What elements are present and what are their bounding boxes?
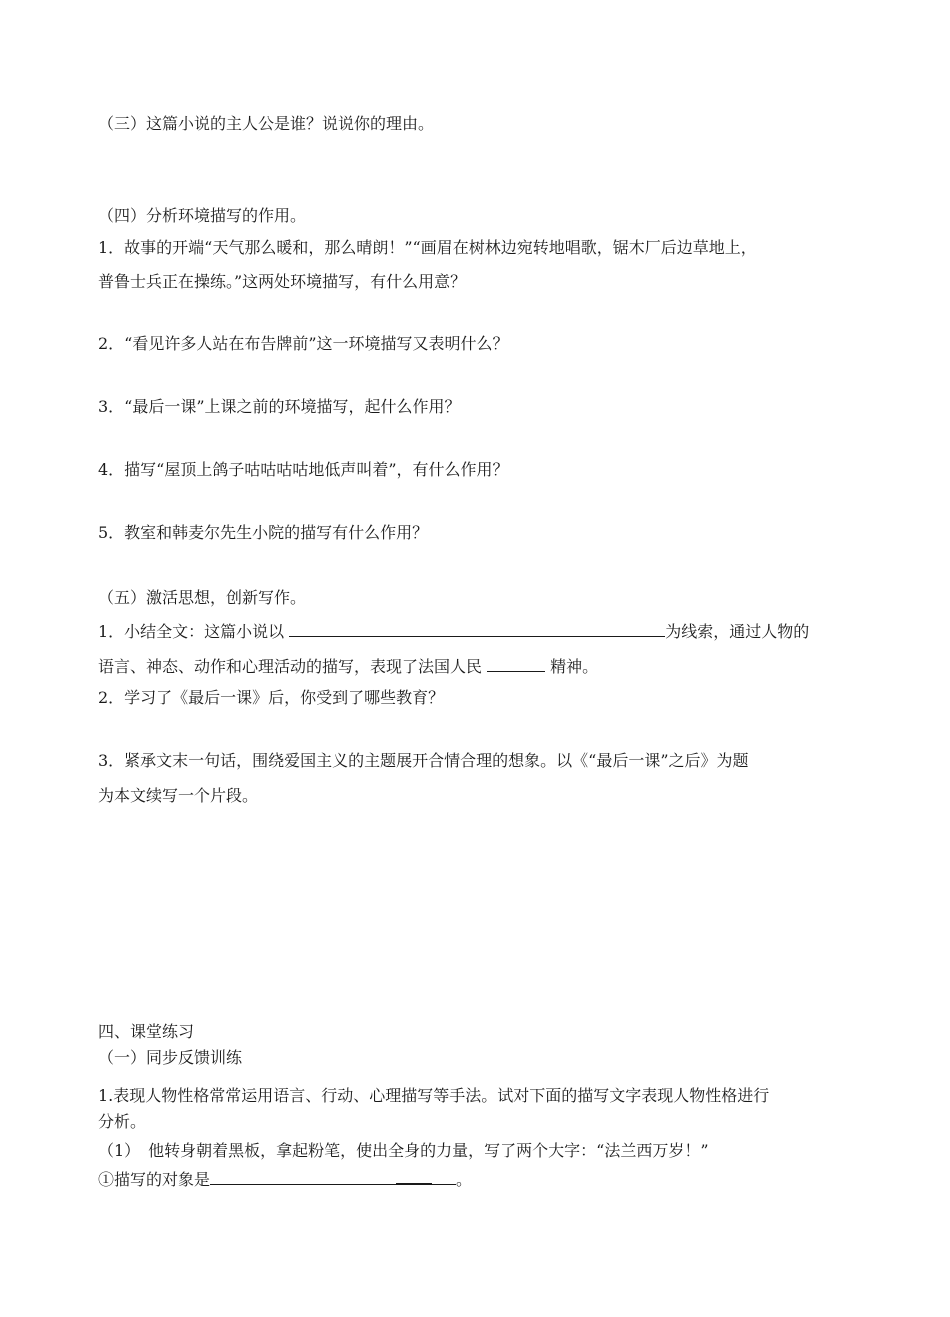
s5-question-1-line-2	[98, 655, 598, 677]
s4-question-3: 3．“最后一课”上课之前的环境描写，起什么作用？	[98, 397, 461, 416]
fill-blank-subject[interactable]	[210, 1168, 396, 1185]
part-4-subtitle: （一）同步反馈训练	[98, 1048, 243, 1067]
fill-blank-subject-end	[432, 1168, 456, 1185]
exercise-1-item-1-question	[98, 1167, 472, 1190]
section-3-title: （三）这篇小说的主人公是谁？说说你的理由。	[98, 114, 435, 133]
s4-question-4: 4．描写“屋顶上鸽子咕咕咕咕地低声叫着”，有什么作用？	[98, 460, 509, 479]
s5-q1-line2-after: 精神。	[545, 657, 599, 676]
s5-question-1-line-1	[98, 620, 809, 642]
s5-q1-text-before: 1．小结全文：这篇小说以	[98, 622, 290, 641]
s5-q1-line2-before: 语言、神态、动作和心理活动的描写，表现了法国人民	[98, 657, 488, 676]
s4-question-1-line-2: 普鲁士兵正在操练。”这两处环境描写，有什么用意？	[98, 272, 467, 291]
section-5-title: （五）激活思想，创新写作。	[98, 588, 307, 607]
exercise-1-line-1: 1.表现人物性格常常运用语言、行动、心理描写等手法。试对下面的描写文字表现人物性格进行	[98, 1086, 770, 1105]
s5-question-2: 2．学习了《最后一课》后，你受到了哪些教育？	[98, 688, 445, 707]
exercise-1-line-2: 分析。	[98, 1112, 147, 1131]
fill-blank-spirit[interactable]	[487, 655, 545, 672]
s4-question-2: 2．“看见许多人站在布告牌前”这一环境描写又表明什么？	[98, 334, 509, 353]
s5-question-3-line-2: 为本文续写一个片段。	[98, 786, 259, 805]
section-4-title: （四）分析环境描写的作用。	[98, 206, 307, 225]
s5-question-3-line-1: 3．紧承文末一句话，围绕爱国主义的主题展开合情合理的想象。以《“最后一课”之后》为题	[98, 751, 749, 770]
fill-blank-subject-extension	[396, 1167, 432, 1185]
s5-q1-text-after: 为线索，通过人物的	[665, 622, 810, 641]
part-4-title: 四、课堂练习	[98, 1022, 195, 1041]
exercise-1-item-1: （1） 他转身朝着黑板，拿起粉笔，使出全身的力量，写了两个大字：“法兰西万岁！”	[98, 1141, 709, 1160]
s4-question-1-line-1: 1．故事的开端“天气那么暖和，那么晴朗！”“画眉在树林边宛转地唱歌，锯木厂后边草地上，	[98, 238, 757, 257]
item-1-question-after: 。	[456, 1170, 473, 1189]
fill-blank-clue[interactable]	[289, 620, 665, 637]
item-1-question-before: ①描写的对象是	[98, 1170, 211, 1189]
s4-question-5: 5．教室和韩麦尔先生小院的描写有什么作用？	[98, 523, 429, 542]
